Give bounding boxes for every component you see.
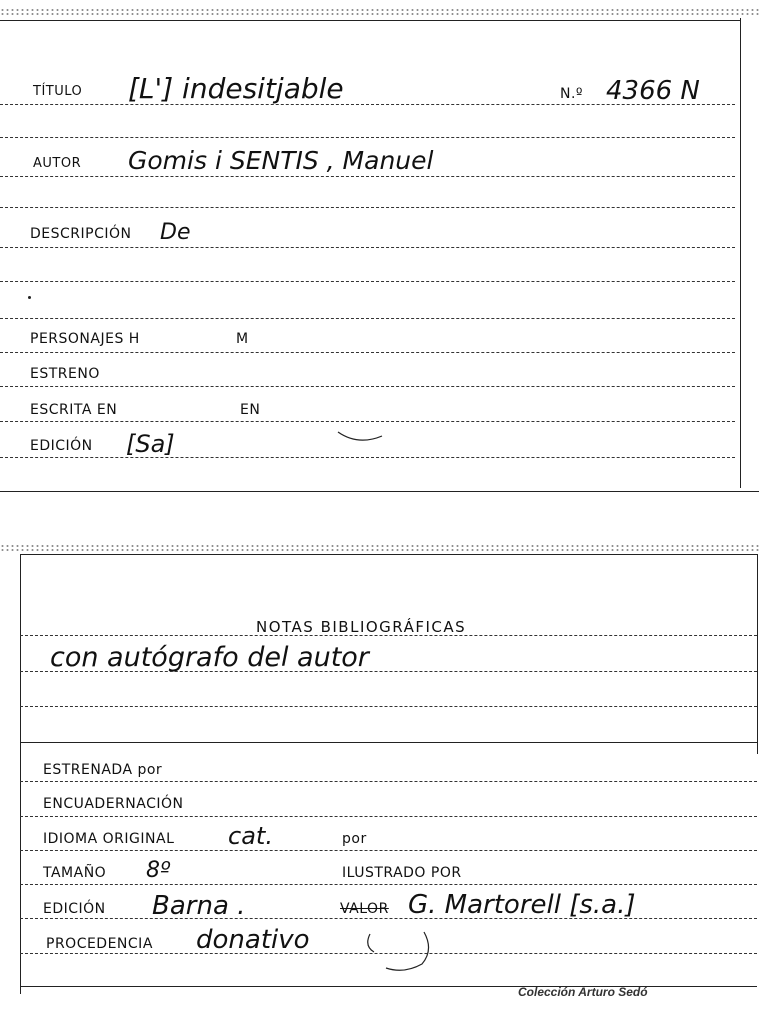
tamano-label: TAMAÑO: [43, 865, 107, 881]
card-torn-edge: [0, 544, 759, 552]
titulo-label: TÍTULO: [33, 84, 83, 99]
edicion-value: Barna .: [152, 891, 246, 921]
card-top-border: [20, 554, 758, 555]
edicion-line: [20, 918, 757, 919]
autor-label: AUTOR: [33, 156, 82, 171]
procedencia-value: donativo: [196, 925, 310, 955]
blank-line-3: [0, 281, 735, 282]
idioma-original-value: cat.: [228, 822, 273, 850]
notas-heading: NOTAS BIBLIOGRÁFICAS: [256, 618, 467, 636]
blank-line-4: [0, 318, 735, 319]
escrita-line: [0, 421, 735, 422]
edicion-label: EDICIÓN: [43, 901, 106, 917]
ink-speck: [28, 296, 31, 299]
idioma-line: [20, 850, 757, 851]
pencil-mark: [336, 428, 386, 446]
valor-value: G. Martorell [s.a.]: [408, 890, 636, 920]
encuadernacion-label: ENCUADERNACIÓN: [43, 796, 184, 812]
autor-line: [0, 176, 735, 177]
procedencia-label: PROCEDENCIA: [46, 936, 153, 952]
numero-value: 4366 N: [606, 76, 700, 106]
estreno-label: ESTRENO: [30, 366, 100, 382]
card-left-border: [20, 554, 21, 994]
personajes-h-label: PERSONAJES H: [30, 331, 140, 347]
numero-label: N.º: [560, 86, 584, 102]
heading-line: [20, 635, 757, 636]
personajes-m-label: M: [236, 331, 249, 347]
edicion-value: [Sa]: [126, 430, 175, 458]
collection-stamp: Colección Arturo Sedó: [518, 985, 648, 999]
pencil-mark: [364, 930, 432, 978]
autor-value: Gomis i SENTIS , Manuel: [128, 146, 434, 175]
valor-label: VALOR: [340, 901, 389, 917]
blank-line-1: [0, 137, 735, 138]
titulo-value: [L'] indesitjable: [128, 72, 344, 105]
descripcion-value: De: [160, 220, 191, 245]
estreno-line: [0, 386, 735, 387]
notas-line-1: [20, 671, 757, 672]
notas-value: con autógrafo del autor: [50, 642, 369, 673]
en-label: EN: [240, 402, 261, 418]
catalog-card-back: [0, 540, 759, 1028]
tamano-line: [20, 884, 757, 885]
card-top-border: [0, 20, 740, 21]
titulo-line: [0, 104, 735, 105]
notas-line-2: [20, 706, 757, 707]
descripcion-label: DESCRIPCIÓN: [30, 226, 132, 242]
estrenada-line: [20, 781, 757, 782]
por-label: por: [342, 831, 367, 847]
tamano-value: 8º: [146, 858, 171, 883]
blank-line-2: [0, 207, 735, 208]
card-torn-edge: [0, 8, 759, 16]
procedencia-line: [20, 953, 757, 954]
catalog-card-front: [0, 0, 759, 495]
encuadernacion-line: [20, 816, 757, 817]
estrenada-por-label: ESTRENADA por: [43, 762, 163, 778]
ilustrado-por-label: ILUSTRADO POR: [342, 865, 462, 881]
card-right-border: [757, 554, 758, 754]
personajes-line: [0, 352, 735, 353]
card-bottom-edge: [0, 491, 759, 492]
idioma-original-label: IDIOMA ORIGINAL: [43, 831, 175, 847]
descripcion-line: [0, 247, 735, 248]
edicion-label: EDICIÓN: [30, 438, 93, 454]
escrita-en-label: ESCRITA EN: [30, 402, 118, 418]
notas-divider: [20, 742, 757, 743]
card-right-border: [740, 18, 741, 488]
edicion-line: [0, 457, 735, 458]
